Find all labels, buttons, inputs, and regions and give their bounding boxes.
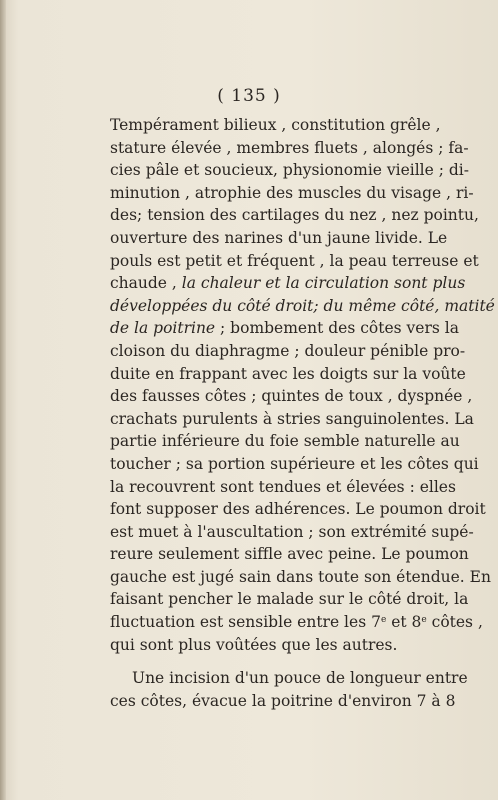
- text-line: [110, 317, 459, 340]
- text-line: [110, 521, 474, 544]
- text-line: [110, 295, 495, 318]
- text-line: [110, 690, 456, 713]
- body-text: [110, 114, 495, 712]
- text-run: fluctuation est sensible entre les 7: [110, 613, 381, 632]
- text-run: crachats purulents à stries sanguinolentes. La: [110, 409, 474, 428]
- text-run: duite en frappant avec les doigts sur la voûte: [110, 364, 466, 383]
- text-run: stature élevée , membres fluets , alongés ; fa-: [110, 138, 469, 157]
- text-line: [110, 498, 486, 521]
- text-run: pouls est petit et fréquent , la peau terreuse et: [110, 251, 479, 270]
- text-run: font supposer des adhérences. Le poumon droit: [110, 500, 486, 519]
- text-line: [110, 182, 474, 205]
- text-run: reure seulement siffle avec peine. Le poumon: [110, 545, 469, 564]
- italic-run: de la poitrine: [110, 319, 216, 338]
- text-run: partie inférieure du foie semble naturelle au: [110, 432, 460, 451]
- text-line: [110, 611, 483, 634]
- text-run: ouverture des narines d'un jaune livide. Le: [110, 228, 448, 247]
- text-run: des fausses côtes ; quintes de toux , dyspnée ,: [110, 387, 473, 406]
- text-line: [110, 588, 469, 611]
- text-line: [110, 204, 479, 227]
- text-line: [110, 227, 448, 250]
- ordinal-superscript: e: [380, 615, 387, 626]
- text-run: ces côtes, évacue la poitrine d'environ 7 à 8: [110, 691, 456, 710]
- text-line: [110, 137, 469, 160]
- text-line: [110, 340, 466, 363]
- text-line: [110, 159, 469, 182]
- text-run: côtes ,: [426, 613, 483, 632]
- text-run: des; tension des cartilages du nez , nez pointu,: [110, 206, 479, 225]
- text-run: gauche est jugé sain dans toute son étendue. En: [110, 567, 491, 586]
- text-run: et 8: [386, 613, 422, 632]
- text-line: [110, 363, 466, 386]
- text-run: la recouvrent sont tendues et élevées : elles: [110, 477, 456, 496]
- text-line: [110, 476, 456, 499]
- text-run: cloison du diaphragme ; douleur pénible pro-: [110, 341, 466, 360]
- italic-run: la chaleur et la circulation sont plus: [181, 274, 466, 293]
- text-run: chaude ,: [110, 274, 182, 293]
- text-run: est muet à l'auscultation ; son extrémité supé-: [110, 522, 474, 541]
- text-line: [110, 272, 466, 295]
- text-line: [110, 543, 469, 566]
- text-run: qui sont plus voûtées que les autres.: [110, 635, 398, 654]
- page-gutter-shadow: [0, 0, 6, 800]
- text-line: [110, 385, 473, 408]
- text-line: [110, 114, 441, 137]
- text-line: [110, 453, 479, 476]
- italic-run: développées du côté droit; du même côté, matité: [110, 296, 495, 315]
- text-line: [110, 566, 491, 589]
- text-run: cies pâle et soucieux, physionomie vieille ; di-: [110, 161, 469, 180]
- ordinal-superscript: e: [421, 615, 427, 626]
- text-run: Tempérament bilieux , constitution grêle ,: [110, 116, 441, 134]
- text-line: [110, 250, 479, 273]
- text-line: [110, 408, 474, 431]
- text-run: ; bombement des côtes vers la: [215, 319, 459, 338]
- text-line: [110, 634, 430, 657]
- text-line: [110, 430, 460, 453]
- page-number: ( 135 ): [217, 86, 281, 106]
- text-line: [110, 667, 468, 690]
- text-run: toucher ; sa portion supérieure et les côtes qui: [110, 454, 479, 473]
- text-run: minution , atrophie des muscles du visage , ri-: [110, 183, 474, 202]
- text-run: faisant pencher le malade sur le côté droit, la: [110, 590, 469, 609]
- text-run: Une incision d'un pouce de longueur entre: [132, 669, 468, 688]
